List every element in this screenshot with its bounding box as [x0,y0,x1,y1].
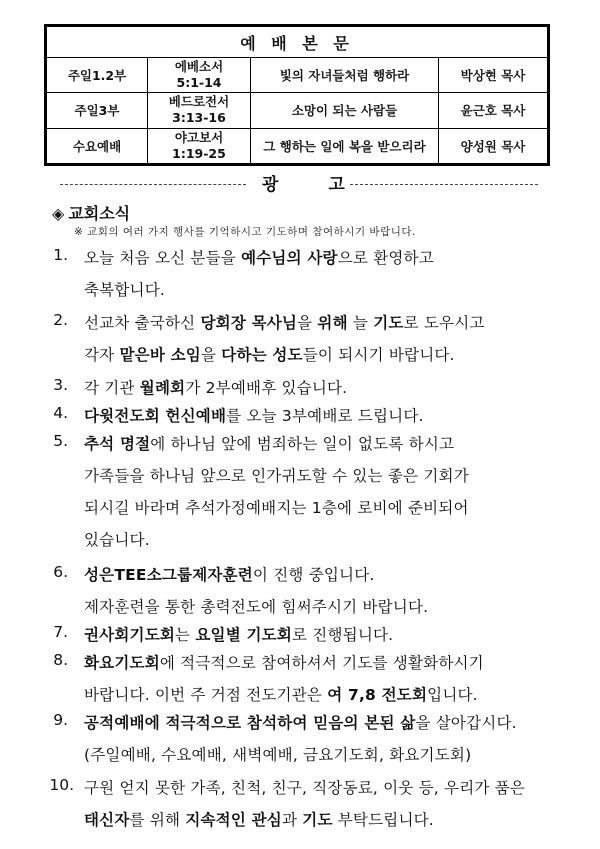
item-number: 3. [53,376,68,394]
item-number: 7. [53,623,68,641]
list-item: 다윗전도회 헌신예배를 오늘 3부예배로 드립니다. [84,407,424,425]
item-number: 10. [49,776,74,794]
worship-table [44,24,550,166]
worship-title: 예 배 본 문 [47,27,548,58]
item-number: 9. [53,711,68,729]
sermon-title: 소망이 되는 사람들 [251,93,439,128]
list-item: 축복합니다. [84,281,165,299]
ads-header [0,170,600,195]
list-item: 가족들을 하나님 앞으로 인가귀도할 수 있는 좋은 기회가 [84,467,469,485]
ads-title: 광 고 [262,175,367,195]
list-item: (주일예배, 수요예배, 새벽예배, 금요기도회, 화요기도회) [84,746,472,764]
list-item: 제자훈련을 통한 총력전도에 힘써주시기 바랍니다. [84,598,429,616]
item-number: 2. [53,311,68,329]
list-item: 공적예배에 적극적으로 참석하여 믿음의 본된 삶을 살아갑시다. [84,714,517,732]
section-title: 교회소식 [68,204,131,223]
list-item: 선교차 출국하신 당회장 목사님을 위해 늘 기도로 도우시고 [84,314,485,332]
item-number: 6. [53,563,68,581]
item-number: 1. [53,246,68,264]
list-item: 구원 얻지 못한 가족, 친척, 친구, 직장동료, 이웃 등, 우리가 품은 [84,779,526,797]
item-number: 8. [53,651,68,669]
preacher: 양성원 목사 [439,128,548,163]
list-item: 권사회기도회는 요일별 기도회로 진행됩니다. [84,626,394,644]
divider [350,184,538,185]
list-item: 오늘 처음 오신 분들을 예수님의 사랑으로 환영하고 [84,249,434,267]
list-item: 태신자를 위해 지속적인 관심과 기도 부탁드립니다. [84,811,434,829]
scripture: 베드로전서 3:13-16 [148,93,251,128]
sermon-title: 빛의 자녀들처럼 행하라 [251,58,439,93]
diamond-icon: ◈ [52,204,65,223]
notice-text: ※ 교회의 여러 가지 행사를 기억하시고 기도하며 참여하시기 바랍니다. [74,226,416,238]
list-item: 성은TEE소그룹제자훈련이 진행 중입니다. [84,566,375,584]
service-name: 주일3부 [47,93,148,128]
scripture: 에베소서 5:1-14 [148,58,251,93]
item-number: 5. [53,432,68,450]
list-item: 화요기도회에 적극적으로 참여하셔서 기도를 생활화하시기 [84,654,484,672]
list-item: 추석 명절에 하나님 앞에 범죄하는 일이 없도록 하시고 [84,435,455,453]
scripture: 야고보서 1:19-25 [148,128,251,163]
divider [60,184,246,185]
list-item: 각 기관 월례회가 2부예배후 있습니다. [84,379,348,397]
preacher: 윤근호 목사 [439,93,548,128]
list-item: 바랍니다. 이번 주 거점 전도기관은 여 7,8 전도회입니다. [84,686,478,704]
service-name: 수요예배 [47,128,148,163]
section-heading [52,201,130,224]
list-item: 있습니다. [84,531,150,549]
sermon-title: 그 행하는 일에 복을 받으리라 [251,128,439,163]
list-item: 되시길 바라며 추석가정예배지는 1층에 로비에 준비되어 [84,499,469,517]
list-item: 각자 맡은바 소임을 다하는 성도들이 되시기 바랍니다. [84,346,455,364]
service-name: 주일1.2부 [47,58,148,93]
item-number: 4. [53,404,68,422]
preacher: 박상현 목사 [439,58,548,93]
